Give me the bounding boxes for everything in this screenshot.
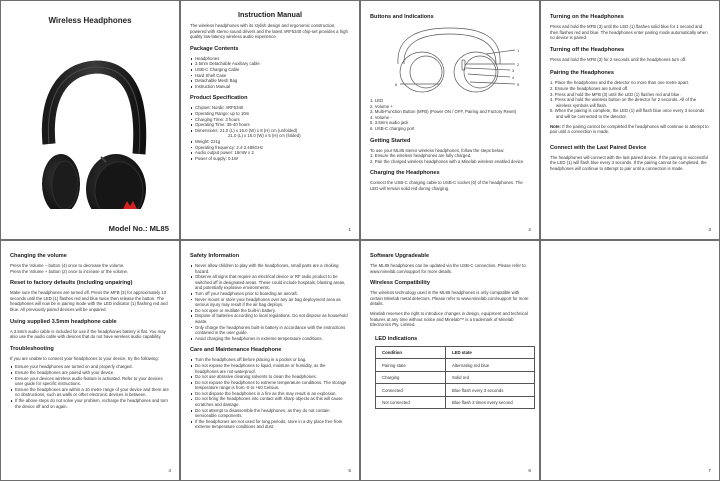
callout-5: 5 <box>517 82 520 87</box>
column-header-led-state: LED state <box>446 346 535 359</box>
list-item: If the headphones are not used for long periods, store in a dry place free from extreme temperature conditions and dust. <box>190 419 350 430</box>
pairing-steps <box>550 80 710 119</box>
page-2 <box>360 0 540 240</box>
list-item: Never mount or store your headphones over any air bag deployment area as serious injury may result if the air bag deploys. <box>190 297 350 308</box>
software-text: The ML85 headphones can be updated via the USB-C connection. Please refer to www.minelab.com/support for more details. <box>370 263 526 274</box>
list-item: 5. When the pairing is complete, the LED (1) will flash blue once every 3 seconds and will be connected to the detector. <box>550 108 705 119</box>
table-row <box>376 359 535 372</box>
list-item: 2. Volume + <box>370 103 393 109</box>
table-cell: Charging <box>376 371 446 384</box>
callout-3: 3 <box>512 68 515 73</box>
list-item: Avoid charging the headphones in extreme temperature conditions. <box>190 336 350 342</box>
getting-started-heading: Getting Started <box>370 137 411 144</box>
table-cell: Pairing state <box>376 359 446 372</box>
table-row <box>376 384 535 397</box>
table-header-row <box>376 346 535 359</box>
list-item: 2. Ensure the headphones are turned off. <box>550 85 629 91</box>
list-item: 2. Pair the charged wireless headphones with a Minelab wireless enabled device <box>370 158 524 164</box>
rights-text: Minelab reserves the right to introduce changes in design, equipment and technical features at any time without notice and Minelab™ is a trademark of Minelab Electronics Pty. Limited. <box>370 310 528 328</box>
package-contents-list <box>190 56 350 90</box>
list-item: 5. 3.5mm audio jack <box>370 120 409 126</box>
page-number: 1 <box>348 228 351 233</box>
headphones-diagram <box>370 24 532 94</box>
list-item: Hard Shell Case <box>190 73 350 79</box>
list-item: 1. Place the headphones and the detector no more than one metre apart. <box>550 80 690 86</box>
pairing-note <box>550 124 710 135</box>
list-item: Headphones <box>190 56 350 62</box>
list-item: Never allow children to play with the headphones, small parts are a choking hazard. <box>190 263 350 274</box>
page-number: 2 <box>528 228 531 233</box>
page-5 <box>180 240 360 481</box>
turn-off-heading: Turning off the Headphones <box>550 46 625 53</box>
table-cell: Solid red <box>446 371 535 384</box>
list-item: Do not expose the headphones to liquid, moisture or humidity, as the headphones are not waterproof. <box>190 363 350 374</box>
product-spec-heading: Product Specification <box>190 95 248 102</box>
care-heading: Care and Maintenance Headphone <box>190 347 282 354</box>
list-item: Operating Range: up to 10m <box>190 111 350 117</box>
list-item: Weight: 221g <box>190 139 350 145</box>
page-number: 6 <box>528 469 531 474</box>
intro-text: The wireless headphones with its stylish design and ergonomic construction, powered with stereo sound drivers and the latest nRF5340 chip-set provides a high quality low-latency wireless audio experience. <box>190 23 348 40</box>
volume-text-decrease: Press the Volume – button (4) once to decrease the volume. <box>10 263 125 268</box>
cover-title: Wireless Headphones <box>48 16 132 25</box>
page-7-blank <box>540 240 720 481</box>
turn-off-text: Press and hold the MFB (3) for 2 seconds until the headphones turn off. <box>550 56 687 62</box>
note-text: If the pairing cannot be completed the headphones will continue to attempt to pair until a connection is made. <box>550 123 709 135</box>
list-item: 3. Press and hold the MFB (3) until the LED (1) flashes red and blue. <box>550 91 681 97</box>
reset-heading: Reset to factory defaults (including unpairing) <box>10 280 133 287</box>
troubleshooting-intro: If you are unable to connect your headphones to your device, try the following: <box>10 355 159 361</box>
list-item: Dimensions: 21.0 (L) x 16.0 (W) x 8 (H) cm (unfolded) <box>190 128 350 134</box>
safety-heading: Safety Information <box>190 253 240 259</box>
table-row <box>376 371 535 384</box>
list-item: 1. Ensure the wireless headphones are fully charged. <box>370 153 472 159</box>
compatibility-heading: Wireless Compatibility <box>370 280 430 287</box>
column-header-condition: Condition <box>376 346 446 359</box>
list-item-continuation: 21.0 (L) x 16.0 (W) x 5 (H) cm (folded) <box>228 133 301 139</box>
reset-text: Make sure the headphones are turned off. Press the MFB (3) for approximately 10 seconds until the LED (1) flashes red and blue twice then release the button. The headphones will now be in pairing mode with the LED indicator (1) flashing red and blue. All previously paired devices will be unpaired. <box>10 290 168 312</box>
list-item: Ensure the headphones are paired with your device. <box>10 370 170 376</box>
charging-heading: Charging the Headphones <box>370 170 440 177</box>
page-cover <box>0 0 180 240</box>
list-item: Power of supply: 0.1W <box>190 156 350 162</box>
page-number: 3 <box>708 228 711 233</box>
page-number: 7 <box>708 469 711 474</box>
list-item: Operating frequency: 2.4-2.485GHz <box>190 145 350 151</box>
list-item: Do not open or mutilate the built-in battery. <box>190 308 350 314</box>
list-item: If the above steps do not solve your problem, recharge the headphones and turn the device off and on again. <box>10 398 170 409</box>
list-item: Do not use abrasive cleaning solvents to clean the headphones. <box>190 374 350 380</box>
list-item: 3.5mm Detachable Auxiliary cable <box>190 61 350 67</box>
cable-text: A 3.5mm audio cable is included for use if the headphones battery is flat. You may also use the audio cable with devices that do not have wireless audio capability. <box>10 328 166 340</box>
page-4 <box>0 240 180 481</box>
volume-text-increase: Press the Volume + button (2) once to increase or the volume. <box>10 268 129 274</box>
software-heading: Software Upgradeable <box>370 253 430 259</box>
turn-on-heading: Turning on the Headphones <box>550 14 624 20</box>
getting-started-intro: To use your ML85 stereo wireless headphones, follow the steps below: <box>370 147 505 153</box>
list-item: Do not dispose the headphones in a fire as this may result in an explosion. <box>190 391 350 397</box>
led-table <box>375 346 535 410</box>
list-item: Dispose of batteries according to local regulations. Do not dispose as household waste. <box>190 313 350 324</box>
troubleshooting-list <box>10 364 170 409</box>
led-heading: LED indications <box>375 335 418 342</box>
page-3 <box>540 0 720 240</box>
buttons-heading: Buttons and Indications <box>370 14 434 20</box>
manual-title: Instruction Manual <box>238 10 302 19</box>
list-item: Detachable Mesh Bag <box>190 78 350 84</box>
list-item: Ensure your headphones are turned on and properly charged. <box>10 364 170 370</box>
list-item: Ensure the headphones are within a 10 metre range of your device and there are no obstructions, such as walls or other electronic devices in between. <box>10 387 170 398</box>
buttons-list <box>370 98 530 132</box>
table-cell: Blue flash 3 times every second <box>446 396 535 409</box>
last-paired-text: The headphones will connect with the last paired device. If the pairing is successful the LED (1) will flash blue every 3 seconds. If the pairing cannot be completed, the headphones will continue to attempt to pair until a connection is made. <box>550 154 708 171</box>
getting-started-steps <box>370 153 530 164</box>
callout-2: 2 <box>517 62 520 67</box>
table-cell: Alternating red blue <box>446 359 535 372</box>
list-item: Do not expose the headphones to extreme temperature conditions. The storage temperature range is from -0 to +60 Celsius. <box>190 380 350 391</box>
table-cell: Connected <box>376 384 446 397</box>
safety-list <box>190 263 350 341</box>
list-item: 4. Volume - <box>370 114 392 120</box>
list-item: Do not attempt to disassemble the headphones, as they do not contain serviceable components. <box>190 408 350 419</box>
list-item: Only charge the headphones built-in battery in accordance with the instructions contained in the user guide. <box>190 325 350 336</box>
list-item: Chipset: Nordic nRF5340 <box>190 105 350 111</box>
list-item: Operating Time: 35-40 hours <box>190 122 350 128</box>
product-spec-list <box>190 105 350 161</box>
list-item: Do not bring the headphones into contact with sharp objects as this will cause scratches and damage. <box>190 396 350 407</box>
package-contents-heading: Package Contents <box>190 45 239 52</box>
turn-on-text: Press and hold the MFB (3) until the LED (1) flashes solid blue for 1 second and then flashes red and blue. The headphones enter pairing mode automatically when no device is paired. <box>550 24 708 41</box>
callout-1: 1 <box>517 48 520 53</box>
table-row <box>376 396 535 409</box>
page-6 <box>360 240 540 481</box>
list-item: 6. USB-C charging port <box>370 125 415 131</box>
list-item: Ensure your devices wireless audio feature is activated. Refer to your devices user guide for specific instructions. <box>10 376 170 387</box>
care-list <box>190 357 350 430</box>
callout-4: 4 <box>512 75 515 80</box>
compatibility-text: The wireless technology used in the ML85 headphones is only compatible with certain Minelab metal detectors. Please refer to www.minelab.com/support for more details. <box>370 290 529 307</box>
headphones-product-image <box>31 39 151 209</box>
list-item: Observe all signs that require an electrical device or RF radio product to be switched off in designated areas. These could include hospitals, blasting areas, and potentially explosive environments. <box>190 274 350 291</box>
troubleshooting-heading: Troubleshooting <box>10 345 54 352</box>
list-item: 3. Multi-Function Button (MFB) (Power ON / OFF, Pairing and Factory Reset) <box>370 109 517 115</box>
note-label: Note: <box>550 123 561 129</box>
pairing-heading: Pairing the Headphones <box>550 70 615 77</box>
volume-heading: Changing the volume <box>10 253 67 259</box>
list-item: Turn off your headphones prior to boarding an aircraft. <box>190 291 350 297</box>
table-cell: Blue flash every 3 seconds <box>446 384 535 397</box>
charging-text: Connect the USB-C charging cable to USB-C socket (6) of the headphones. The LED will remain solid red during charging. <box>370 180 523 191</box>
list-item: Instruction Manual <box>190 84 350 90</box>
list-item: USB-C Charging Cable <box>190 67 350 73</box>
page-number: 4 <box>168 469 171 474</box>
model-number: Model No.: ML85 <box>108 224 169 233</box>
cable-heading: Using supplied 3.5mm headphone cable <box>10 318 117 325</box>
page-number: 5 <box>348 469 351 474</box>
callout-6: 6 <box>395 82 398 87</box>
list-item: 4. Press and hold the wireless button on the detector for 2 seconds. All of the wireless symbols will flash. <box>550 97 697 108</box>
list-item: Audio output power: 15mW x 2 <box>190 150 350 156</box>
page-1 <box>180 0 360 240</box>
list-item: Turn the headphones off before placing in a pocket or bag. <box>190 357 350 363</box>
last-paired-heading: Connect with the Last Paired Device <box>550 144 647 151</box>
list-item: 1. LED <box>370 98 384 103</box>
list-item: Charging Time: 3 hours <box>190 117 350 123</box>
table-cell: Not connected <box>376 396 446 409</box>
